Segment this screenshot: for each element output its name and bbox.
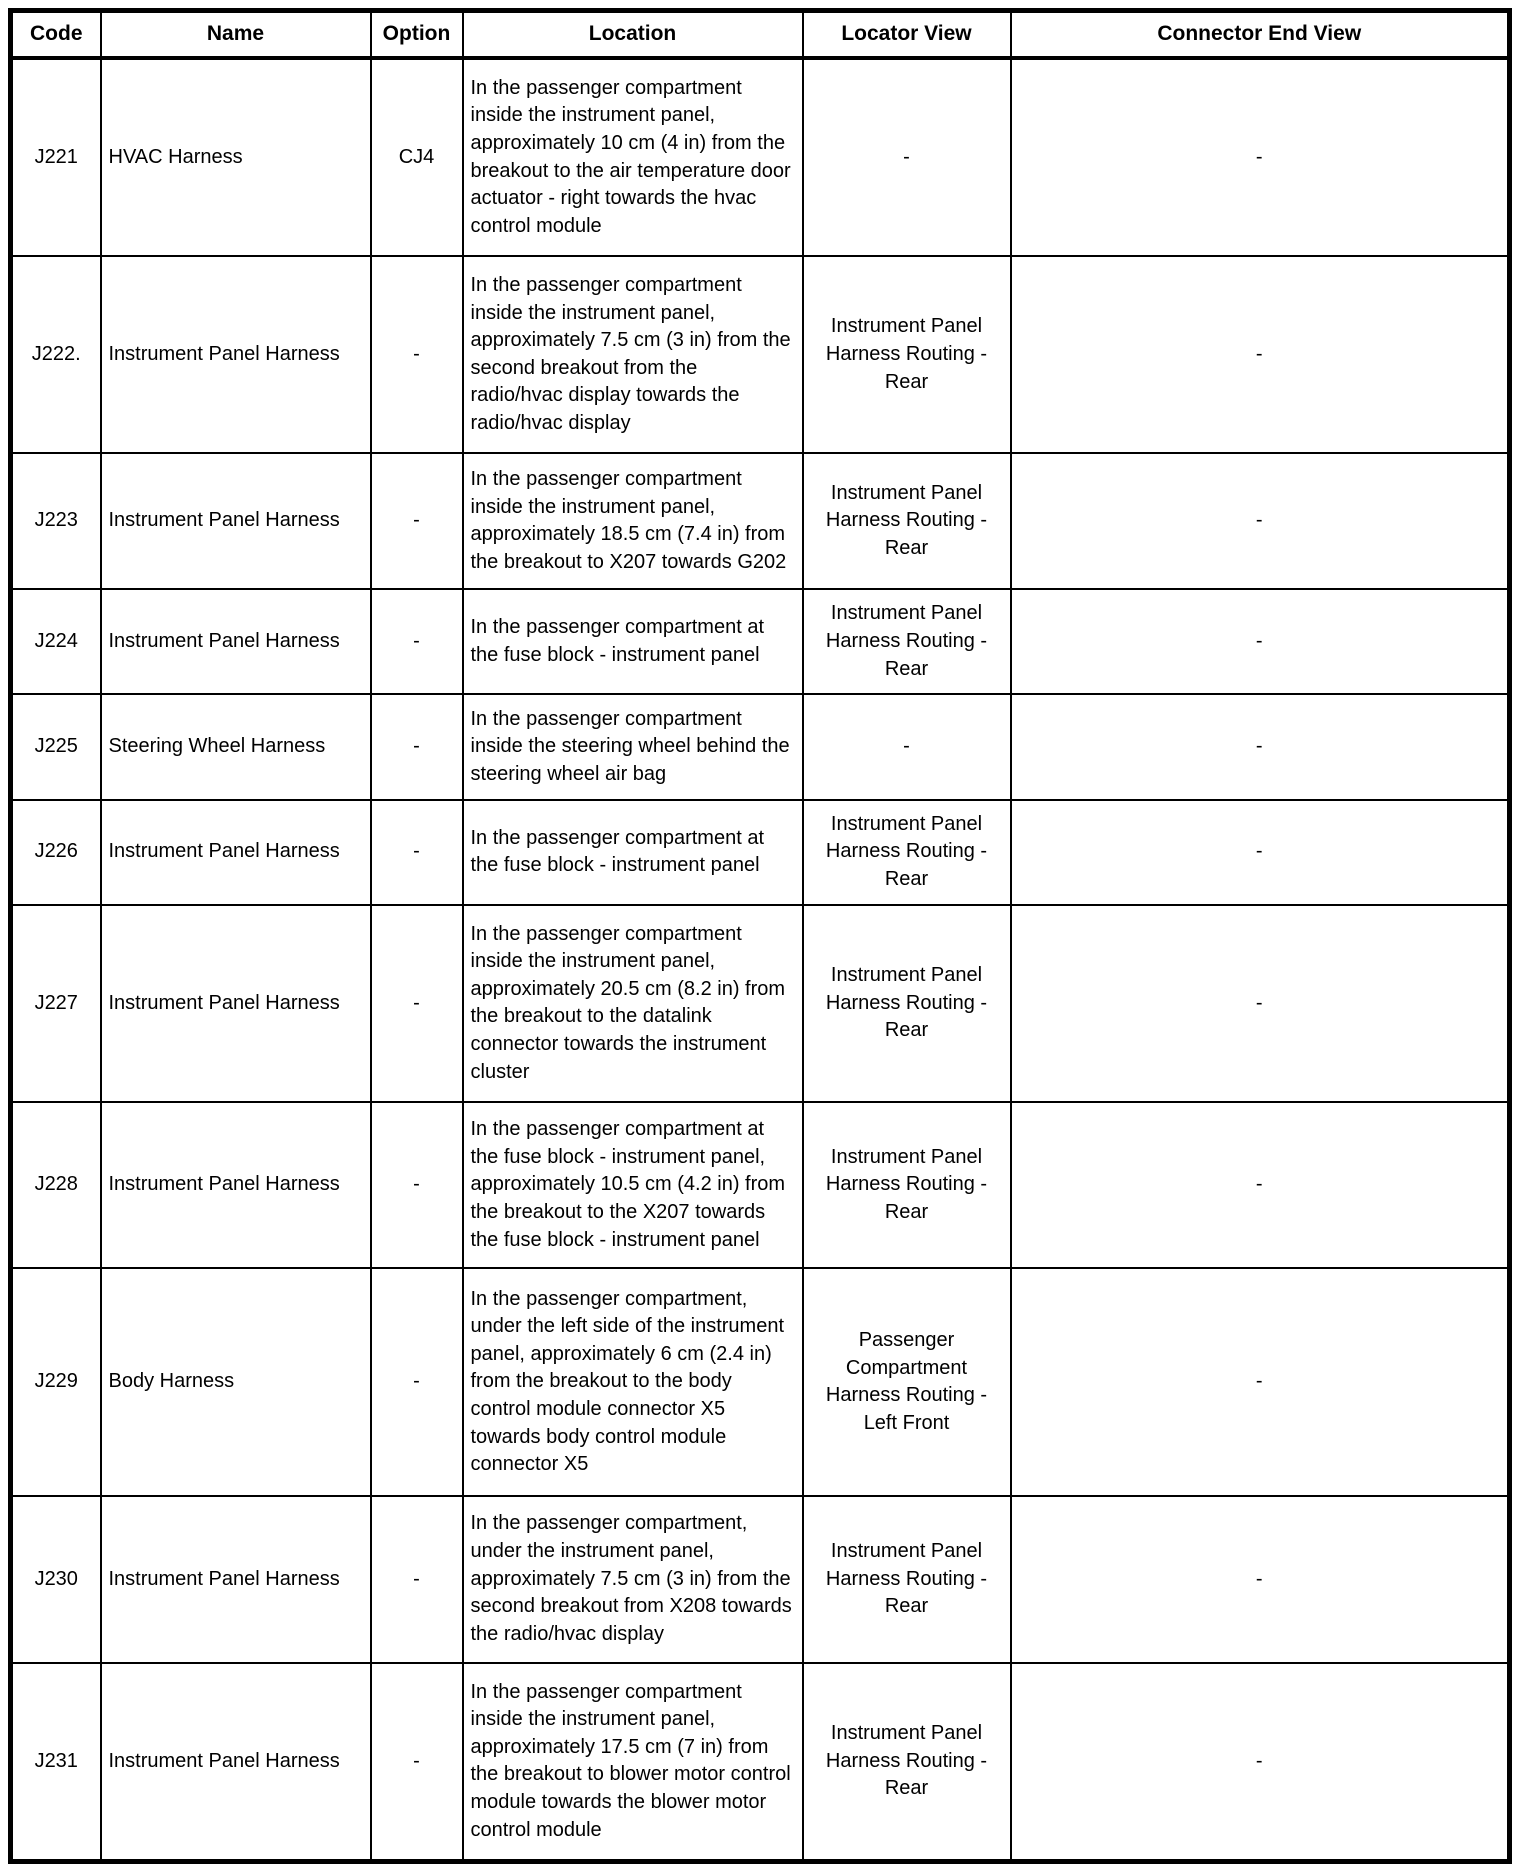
- connector-end-view-cell: -: [1011, 256, 1510, 453]
- location-cell: In the passenger compartment at the fuse block - instrument panel: [463, 589, 803, 694]
- locator-view-cell: Instrument Panel Harness Routing - Rear: [803, 1496, 1011, 1662]
- name-cell: Instrument Panel Harness: [101, 453, 371, 589]
- option-cell: -: [371, 1102, 463, 1268]
- table-row: [11, 800, 1510, 905]
- name-cell: Instrument Panel Harness: [101, 256, 371, 453]
- table-row: [11, 1102, 1510, 1268]
- header-row: [11, 11, 1510, 58]
- locator-view-cell: Instrument Panel Harness Routing - Rear: [803, 589, 1011, 694]
- header-location: Location: [463, 11, 803, 58]
- option-cell: -: [371, 1268, 463, 1496]
- location-cell: In the passenger compartment inside the instrument panel, approximately 17.5 cm (7 in) from the breakout to blower motor control module towards the blower motor control module: [463, 1663, 803, 1862]
- option-cell: CJ4: [371, 58, 463, 256]
- locator-view-cell: -: [803, 694, 1011, 799]
- code-cell: J231: [11, 1663, 101, 1862]
- name-cell: Instrument Panel Harness: [101, 905, 371, 1102]
- name-cell: Instrument Panel Harness: [101, 800, 371, 905]
- connector-end-view-cell: -: [1011, 58, 1510, 256]
- code-cell: J222.: [11, 256, 101, 453]
- connector-end-view-cell: -: [1011, 800, 1510, 905]
- option-cell: -: [371, 256, 463, 453]
- header-code: Code: [11, 11, 101, 58]
- locator-view-cell: Instrument Panel Harness Routing - Rear: [803, 256, 1011, 453]
- locator-view-cell: Instrument Panel Harness Routing - Rear: [803, 453, 1011, 589]
- locator-view-cell: Instrument Panel Harness Routing - Rear: [803, 1102, 1011, 1268]
- code-cell: J230: [11, 1496, 101, 1662]
- locator-view-cell: -: [803, 58, 1011, 256]
- harness-connector-table: [8, 8, 1512, 1864]
- option-cell: -: [371, 800, 463, 905]
- option-cell: -: [371, 453, 463, 589]
- name-cell: Instrument Panel Harness: [101, 589, 371, 694]
- connector-end-view-cell: -: [1011, 1102, 1510, 1268]
- location-cell: In the passenger compartment inside the steering wheel behind the steering wheel air bag: [463, 694, 803, 799]
- option-cell: -: [371, 589, 463, 694]
- option-cell: -: [371, 905, 463, 1102]
- location-cell: In the passenger compartment, under the instrument panel, approximately 7.5 cm (3 in) from the second breakout from X208 towards the radio/hvac display: [463, 1496, 803, 1662]
- name-cell: Instrument Panel Harness: [101, 1663, 371, 1862]
- name-cell: Steering Wheel Harness: [101, 694, 371, 799]
- table-row: [11, 58, 1510, 256]
- location-cell: In the passenger compartment inside the instrument panel, approximately 10 cm (4 in) from the breakout to the air temperature door actuator - right towards the hvac control module: [463, 58, 803, 256]
- option-cell: -: [371, 1496, 463, 1662]
- code-cell: J226: [11, 800, 101, 905]
- header-locator-view: Locator View: [803, 11, 1011, 58]
- location-cell: In the passenger compartment, under the left side of the instrument panel, approximately 6 cm (2.4 in) from the breakout to the body control module connector X5 towards body control module connector X5: [463, 1268, 803, 1496]
- header-name: Name: [101, 11, 371, 58]
- table-header: [11, 11, 1510, 58]
- code-cell: J224: [11, 589, 101, 694]
- table-row: [11, 1268, 1510, 1496]
- code-cell: J221: [11, 58, 101, 256]
- locator-view-cell: Passenger Compartment Harness Routing - Left Front: [803, 1268, 1011, 1496]
- location-cell: In the passenger compartment at the fuse block - instrument panel: [463, 800, 803, 905]
- location-cell: In the passenger compartment inside the instrument panel, approximately 20.5 cm (8.2 in) from the breakout to the datalink connector towards the instrument cluster: [463, 905, 803, 1102]
- option-cell: -: [371, 1663, 463, 1862]
- header-connector-end-view: Connector End View: [1011, 11, 1510, 58]
- location-cell: In the passenger compartment inside the instrument panel, approximately 18.5 cm (7.4 in) from the breakout to X207 towards G202: [463, 453, 803, 589]
- code-cell: J228: [11, 1102, 101, 1268]
- table-row: [11, 256, 1510, 453]
- connector-end-view-cell: -: [1011, 1268, 1510, 1496]
- name-cell: Instrument Panel Harness: [101, 1102, 371, 1268]
- connector-end-view-cell: -: [1011, 1663, 1510, 1862]
- name-cell: Body Harness: [101, 1268, 371, 1496]
- table-row: [11, 905, 1510, 1102]
- name-cell: HVAC Harness: [101, 58, 371, 256]
- table-row: [11, 694, 1510, 799]
- table-row: [11, 1663, 1510, 1862]
- connector-end-view-cell: -: [1011, 453, 1510, 589]
- code-cell: J227: [11, 905, 101, 1102]
- name-cell: Instrument Panel Harness: [101, 1496, 371, 1662]
- locator-view-cell: Instrument Panel Harness Routing - Rear: [803, 905, 1011, 1102]
- code-cell: J229: [11, 1268, 101, 1496]
- connector-end-view-cell: -: [1011, 589, 1510, 694]
- table-row: [11, 453, 1510, 589]
- connector-end-view-cell: -: [1011, 905, 1510, 1102]
- header-option: Option: [371, 11, 463, 58]
- location-cell: In the passenger compartment at the fuse block - instrument panel, approximately 10.5 cm (4.2 in) from the breakout to the X207 towards the fuse block - instrument panel: [463, 1102, 803, 1268]
- location-cell: In the passenger compartment inside the instrument panel, approximately 7.5 cm (3 in) from the second breakout from the radio/hvac display towards the radio/hvac display: [463, 256, 803, 453]
- table-row: [11, 1496, 1510, 1662]
- code-cell: J225: [11, 694, 101, 799]
- table-row: [11, 589, 1510, 694]
- locator-view-cell: Instrument Panel Harness Routing - Rear: [803, 1663, 1011, 1862]
- connector-end-view-cell: -: [1011, 694, 1510, 799]
- code-cell: J223: [11, 453, 101, 589]
- connector-end-view-cell: -: [1011, 1496, 1510, 1662]
- locator-view-cell: Instrument Panel Harness Routing - Rear: [803, 800, 1011, 905]
- option-cell: -: [371, 694, 463, 799]
- table-body: [11, 58, 1510, 1862]
